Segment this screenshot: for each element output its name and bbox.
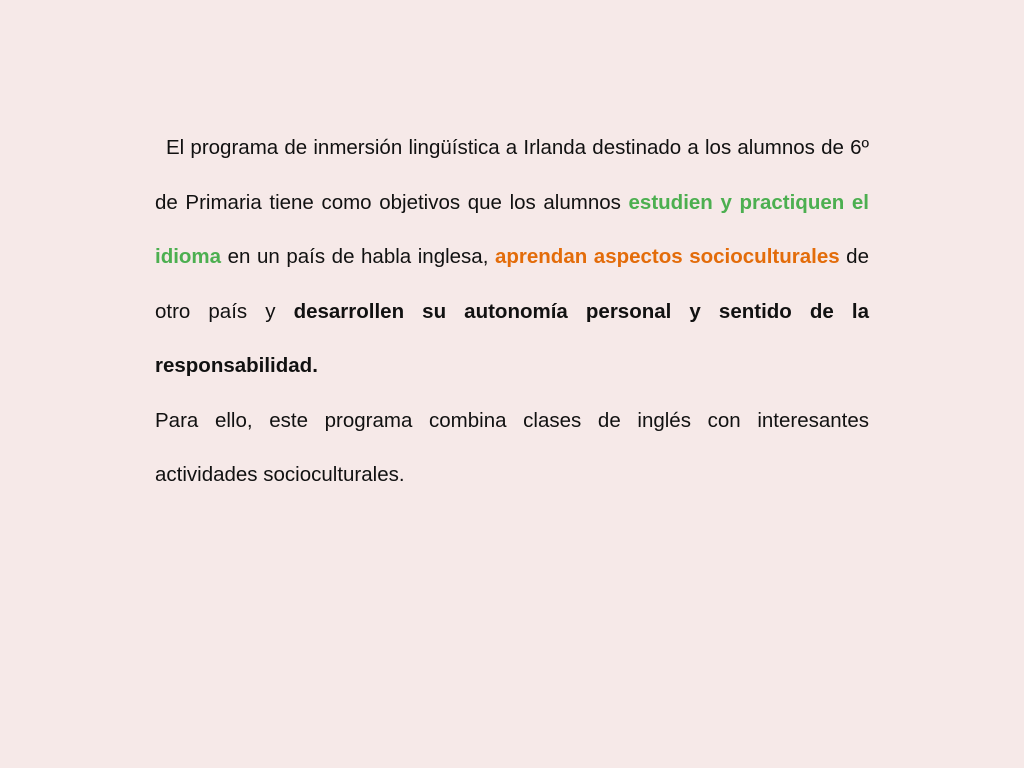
highlight-sociocultural: aprendan aspectos socioculturales [494,245,840,268]
paragraph-objectives [155,121,887,394]
highlight-study-language: estudien y practiquen el idioma [155,190,869,268]
objectives-mid-1: en un país de habla inglesa, [221,245,495,268]
text-block [155,121,887,503]
objectives-mid-2: de otro país y [155,245,869,323]
highlight-autonomy: desarrollen su autonomía personal y sentido de la responsabilidad. [155,299,887,377]
objectives-intro: El programa de inmersión lingüística a Irlanda destinado a los alumnos de 6º de Primaria tiene como objetivos que los alumnos [155,136,869,214]
paragraph-program: Para ello, este programa combina clases de inglés con interesantes actividades socioculturales. [155,408,869,486]
